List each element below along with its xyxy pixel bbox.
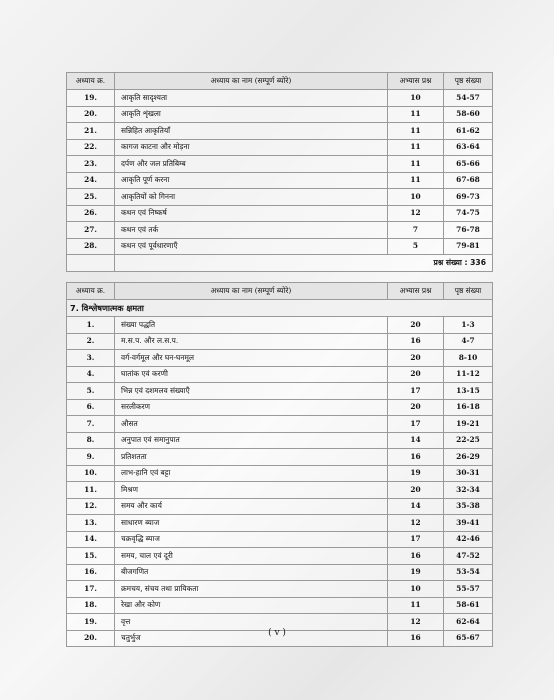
practice-count: 10	[388, 581, 444, 598]
chapter-name: प्रतिशतता	[115, 449, 388, 466]
practice-count: 17	[388, 416, 444, 433]
page-range: 76-78	[444, 222, 493, 239]
total-question-count: प्रश्न संख्या : 336	[115, 255, 493, 272]
table-row	[67, 564, 493, 581]
chapter-name: कथन एवं पूर्वधारणाएँ	[115, 238, 388, 255]
table-row	[67, 139, 493, 156]
chapter-no: 17.	[67, 581, 115, 598]
table-row	[67, 317, 493, 334]
chapter-no: 26.	[67, 205, 115, 222]
table-row	[67, 156, 493, 173]
chapter-name: साधारण ब्याज	[115, 515, 388, 532]
practice-count: 20	[388, 482, 444, 499]
page-range: 13-15	[444, 383, 493, 400]
chapter-no: 3.	[67, 350, 115, 367]
chapter-name: घातांक एवं करणी	[115, 366, 388, 383]
chapter-no: 7.	[67, 416, 115, 433]
chapter-name: औसत	[115, 416, 388, 433]
contents-sheet	[66, 72, 490, 647]
chapter-no: 16.	[67, 564, 115, 581]
chapter-no: 10.	[67, 465, 115, 482]
page-range: 11-12	[444, 366, 493, 383]
practice-count: 10	[388, 90, 444, 107]
page-range: 65-67	[444, 630, 493, 647]
table-row	[67, 189, 493, 206]
chapter-no: 24.	[67, 172, 115, 189]
practice-count: 11	[388, 106, 444, 123]
practice-count: 11	[388, 597, 444, 614]
chapter-no: 23.	[67, 156, 115, 173]
chapter-name: कागज काटना और मोड़ना	[115, 139, 388, 156]
header-chapter-name: अध्याय का नाम (सम्पूर्ण ब्योरे)	[115, 73, 388, 90]
practice-count: 14	[388, 498, 444, 515]
practice-count: 16	[388, 548, 444, 565]
chapter-no: 12.	[67, 498, 115, 515]
page-range: 22-25	[444, 432, 493, 449]
contents-table-2	[66, 282, 493, 647]
chapter-no: 15.	[67, 548, 115, 565]
practice-count: 11	[388, 139, 444, 156]
table-header-row	[67, 283, 493, 300]
table-row	[67, 383, 493, 400]
table-row	[67, 205, 493, 222]
header-chapter-name: अध्याय का नाम (सम्पूर्ण ब्योरे)	[115, 283, 388, 300]
page-range: 65-66	[444, 156, 493, 173]
chapter-no: 22.	[67, 139, 115, 156]
page-range: 54-57	[444, 90, 493, 107]
chapter-no: 9.	[67, 449, 115, 466]
page-range: 74-75	[444, 205, 493, 222]
header-page-numbers: पृष्ठ संख्या	[444, 73, 493, 90]
chapter-no: 6.	[67, 399, 115, 416]
chapter-name: आकृति पूर्ण करना	[115, 172, 388, 189]
chapter-name: आकृतियों को गिनना	[115, 189, 388, 206]
table-row	[67, 498, 493, 515]
page-range: 42-46	[444, 531, 493, 548]
table-row	[67, 432, 493, 449]
chapter-no: 20.	[67, 106, 115, 123]
section-title: 7. विश्लेषणात्मक क्षमता	[67, 300, 493, 317]
table-row	[67, 106, 493, 123]
page-range: 30-31	[444, 465, 493, 482]
chapter-name: संख्या पद्धति	[115, 317, 388, 334]
table-row	[67, 465, 493, 482]
table-row	[67, 482, 493, 499]
page-number: ( v )	[268, 628, 286, 638]
chapter-name: आकृति शृंखला	[115, 106, 388, 123]
chapter-name: चतुर्भुज	[115, 630, 388, 647]
chapter-no: 28.	[67, 238, 115, 255]
page-range: 8-10	[444, 350, 493, 367]
chapter-name: समय, चाल एवं दूरी	[115, 548, 388, 565]
page-range: 61-62	[444, 123, 493, 140]
practice-count: 11	[388, 156, 444, 173]
page-range: 53-54	[444, 564, 493, 581]
table-row	[67, 597, 493, 614]
practice-count: 16	[388, 333, 444, 350]
header-chapter-no: अध्याय क्र.	[67, 73, 115, 90]
page-range: 19-21	[444, 416, 493, 433]
page-range: 4-7	[444, 333, 493, 350]
practice-count: 12	[388, 515, 444, 532]
chapter-name: कथन एवं निष्कर्ष	[115, 205, 388, 222]
table-1-body	[67, 90, 493, 255]
chapter-no: 20.	[67, 630, 115, 647]
chapter-name: बीजगणित	[115, 564, 388, 581]
table-row	[67, 548, 493, 565]
chapter-no: 27.	[67, 222, 115, 239]
practice-count: 12	[388, 614, 444, 631]
section-row	[67, 300, 493, 317]
chapter-name: लाभ-हानि एवं बट्टा	[115, 465, 388, 482]
page-range: 79-81	[444, 238, 493, 255]
page-range: 63-64	[444, 139, 493, 156]
header-page-numbers: पृष्ठ संख्या	[444, 283, 493, 300]
table-row	[67, 333, 493, 350]
chapter-name: भिन्न एवं दशमलव संख्याएँ	[115, 383, 388, 400]
practice-count: 10	[388, 189, 444, 206]
practice-count: 19	[388, 465, 444, 482]
page-range: 62-64	[444, 614, 493, 631]
chapter-no: 13.	[67, 515, 115, 532]
practice-count: 19	[388, 564, 444, 581]
table-row	[67, 515, 493, 532]
page-range: 39-41	[444, 515, 493, 532]
practice-count: 17	[388, 383, 444, 400]
practice-count: 12	[388, 205, 444, 222]
page-range: 35-38	[444, 498, 493, 515]
practice-count: 7	[388, 222, 444, 239]
page-range: 58-60	[444, 106, 493, 123]
chapter-no: 5.	[67, 383, 115, 400]
table-row	[67, 581, 493, 598]
chapter-name: वर्ग-वर्गमूल और घन-घनमूल	[115, 350, 388, 367]
table-row	[67, 416, 493, 433]
chapter-no: 21.	[67, 123, 115, 140]
page-range: 16-18	[444, 399, 493, 416]
practice-count: 20	[388, 350, 444, 367]
practice-count: 11	[388, 123, 444, 140]
page-range: 47-52	[444, 548, 493, 565]
total-row	[67, 255, 493, 272]
table-row	[67, 449, 493, 466]
chapter-name: रेखा और कोण	[115, 597, 388, 614]
page-range: 1-3	[444, 317, 493, 334]
chapter-name: मिश्रण	[115, 482, 388, 499]
table-row	[67, 222, 493, 239]
table-row	[67, 123, 493, 140]
chapter-name: सरलीकरण	[115, 399, 388, 416]
chapter-name: सन्निहित आकृतियाँ	[115, 123, 388, 140]
chapter-no: 11.	[67, 482, 115, 499]
page-range: 26-29	[444, 449, 493, 466]
table-row	[67, 399, 493, 416]
practice-count: 5	[388, 238, 444, 255]
chapter-no: 2.	[67, 333, 115, 350]
chapter-no: 4.	[67, 366, 115, 383]
chapter-name: अनुपात एवं समानुपात	[115, 432, 388, 449]
header-chapter-no: अध्याय क्र.	[67, 283, 115, 300]
chapter-name: चक्रवृद्धि ब्याज	[115, 531, 388, 548]
chapter-no: 25.	[67, 189, 115, 206]
chapter-name: वृत्त	[115, 614, 388, 631]
table-2-body	[67, 317, 493, 647]
practice-count: 16	[388, 630, 444, 647]
table-row	[67, 366, 493, 383]
table-row	[67, 238, 493, 255]
page-range: 67-68	[444, 172, 493, 189]
practice-count: 20	[388, 366, 444, 383]
page-range: 69-73	[444, 189, 493, 206]
chapter-no: 8.	[67, 432, 115, 449]
page-range: 32-34	[444, 482, 493, 499]
chapter-no: 19.	[67, 614, 115, 631]
practice-count: 16	[388, 449, 444, 466]
practice-count: 14	[388, 432, 444, 449]
table-row	[67, 350, 493, 367]
practice-count: 20	[388, 399, 444, 416]
page-range: 58-61	[444, 597, 493, 614]
chapter-no: 14.	[67, 531, 115, 548]
chapter-name: आकृति सादृश्यता	[115, 90, 388, 107]
chapter-name: म.स.प. और ल.स.प.	[115, 333, 388, 350]
page-range: 55-57	[444, 581, 493, 598]
practice-count: 20	[388, 317, 444, 334]
chapter-name: कथन एवं तर्क	[115, 222, 388, 239]
chapter-no: 1.	[67, 317, 115, 334]
practice-count: 11	[388, 172, 444, 189]
chapter-name: समय और कार्य	[115, 498, 388, 515]
table-row	[67, 172, 493, 189]
chapter-name: क्रमचय, संचय तथा प्रायिकता	[115, 581, 388, 598]
chapter-no: 18.	[67, 597, 115, 614]
header-practice-questions: अभ्यास प्रश्न	[388, 283, 444, 300]
contents-table-1	[66, 72, 493, 272]
chapter-no: 19.	[67, 90, 115, 107]
chapter-name: दर्पण और जल प्रतिबिम्ब	[115, 156, 388, 173]
table-row	[67, 90, 493, 107]
table-row	[67, 531, 493, 548]
header-practice-questions: अभ्यास प्रश्न	[388, 73, 444, 90]
table-header-row	[67, 73, 493, 90]
practice-count: 17	[388, 531, 444, 548]
